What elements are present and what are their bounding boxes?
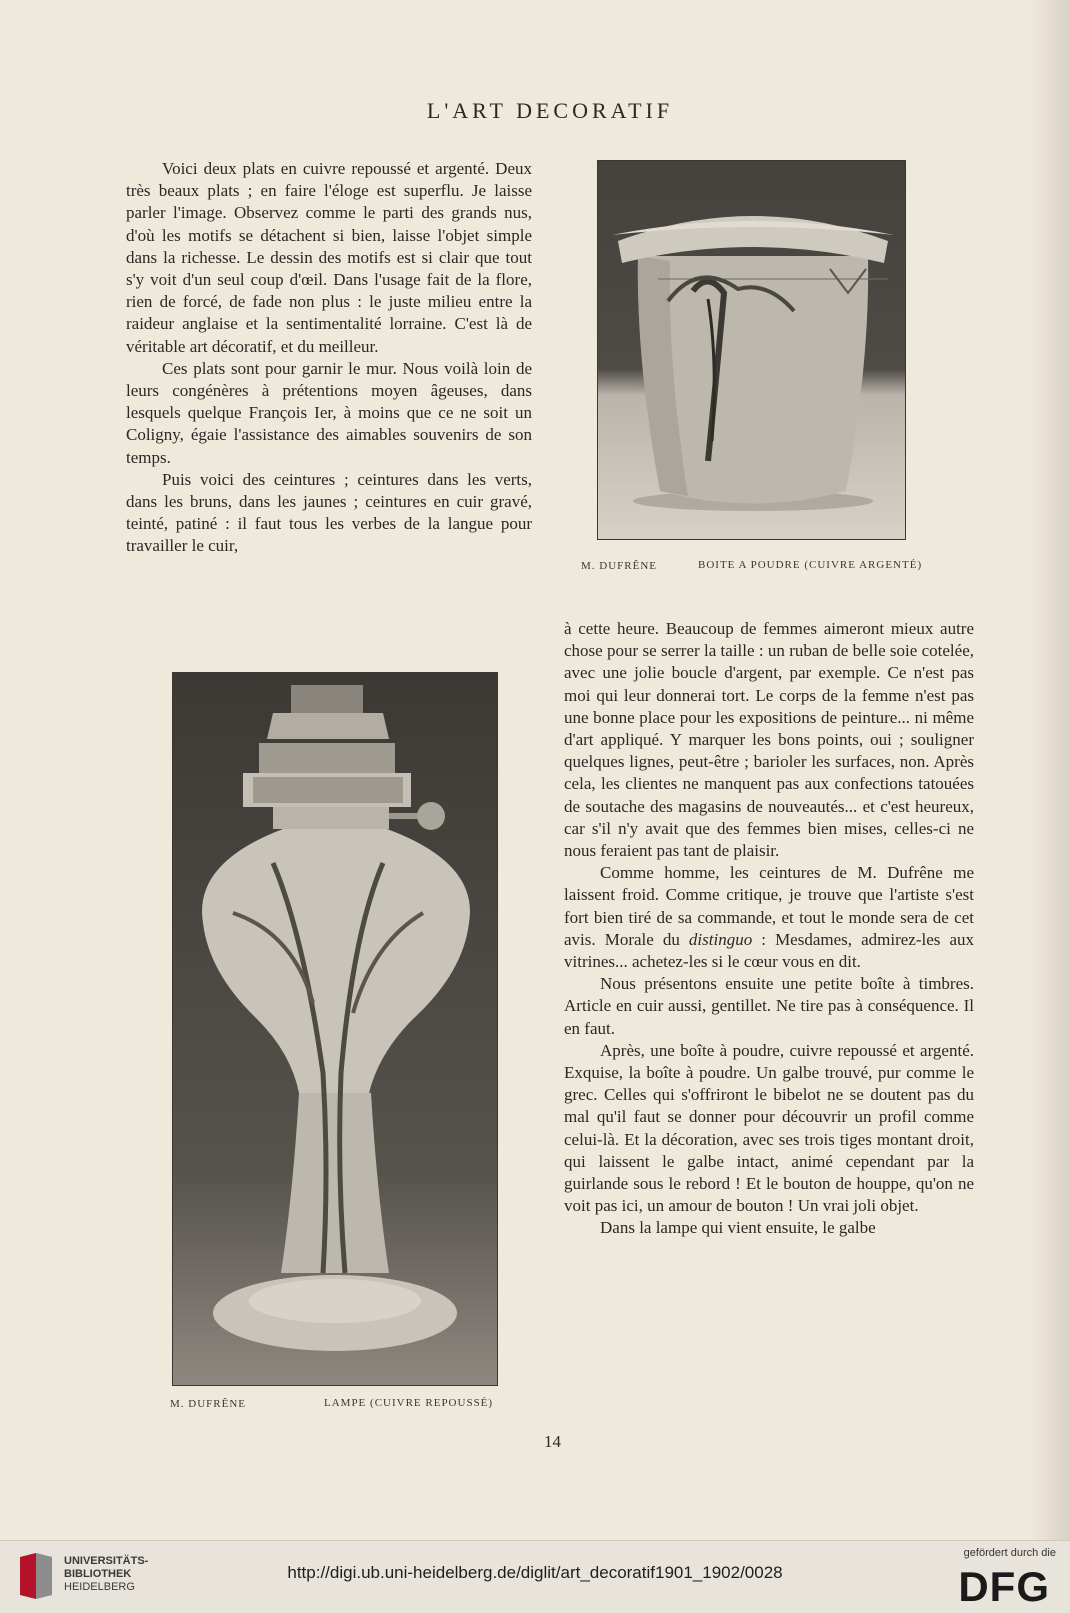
powder-box-illustration [598,161,905,539]
paragraph: Après, une boîte à poudre, cuivre repoussé et argenté. Exquise, la boîte à poudre. Un galbe trouvé, pur comme le grec. Celles qui s'offriront le bibelot ne se doutent pas du mal qu'il faut se donner pour découvrir un profil comme celui-là. Et la décoration, avec ses trois tiges montant droit, qui laissent le galbe intact, animé cependant par la guirlande sous le rebord ! Et le bouton de houppe, qu'on ne voit pas ici, un amour de bouton ! Un vrai joli objet. [564,1040,974,1216]
powder-box-photo [597,160,906,540]
lamp-caption-title: LAMPE (CUIVRE REPOUSSÉ) [324,1397,494,1409]
text-column-right [564,618,974,1240]
lamp-caption-artist: M. DUFRÊNE [170,1398,247,1410]
running-head: L'ART DECORATIF [426,98,674,123]
dfg-logo: DFG [958,1563,1050,1610]
paragraph: Dans la lampe qui vient ensuite, le galbe [600,1218,876,1238]
source-url-link[interactable]: http://digi.ub.uni-heidelberg.de/diglit/art_decoratif1901_1902/0028 [287,1563,783,1582]
library-name-line: HEIDELBERG [64,1581,135,1593]
funded-by-label: gefördert durch die [963,1547,1056,1559]
paragraph: à cette heure. Beaucoup de femmes aimeront mieux autre chose pour se serrer la taille : un ruban de belle soie cotelée, avec une jolie boucle d'argent, par exemple. Ce n'est pas moi qui leur donnerai tort. Le corps de la femme n'est pas une bonne place pour les expositions de peinture... ni même d'art appliqué. Y marquer les bons points, oui ; souligner quelques lignes, peut-être ; barioler les surfaces, non. Après cela, les clientes ne manquent pas aux confections tatouées de soutache des magasins de nouveautés... et c'est heureux, car s'il n'y avait que des femmes bien mises, celles-ci ne nous feraient pas tant de plaisir. [564,619,974,861]
paragraph-text: Comme homme, les ceintures de M. Dufrêne me laissent froid. Comme critique, je trouve que l'artiste s'est fort bien tiré de sa commande, et tout le monde sera de cet avis. Morale du [564,863,974,949]
lamp-photo [172,672,498,1386]
powder-box-caption-title: BOITE A POUDRE (CUIVRE ARGENTÉ) [698,559,923,571]
paragraph: Puis voici des ceintures ; ceintures dans les verts, dans les bruns, dans les jaunes ; ceintures en cuir gravé, teinté, patiné : il faut tous les verbes de la langue pour travailler le cuir, [126,469,532,556]
library-name-line: BIBLIOTHEK [64,1568,132,1580]
library-name-line: UNIVERSITÄTS- [64,1555,149,1567]
italic-word: distinguo [688,929,753,949]
page-edge-shadow [1030,0,1070,1540]
paragraph [564,862,974,973]
page-number: 14 [544,1432,561,1451]
text-column-left [126,158,532,558]
paragraph: Nous présentons ensuite une petite boîte à timbres. Article en cuir aussi, gentillet. Ne tire pas à conséquence. Il en faut. [564,974,974,1038]
digitization-footer [0,1540,1070,1613]
lamp-illustration [173,673,497,1385]
paragraph: Ces plats sont pour garnir le mur. Nous voilà loin de leurs congénères à prétentions moyen âgeuses, dans lesquels quelque François Ier, à moins que ce ne soit un Coligny, égaie l'assistance des aimables souvenirs de son temps. [126,358,532,467]
paragraph: Voici deux plats en cuivre repoussé et argenté. Deux très beaux plats ; en faire l'éloge est superflu. Je laisse parler l'image. Observez comme le parti des grands nus, d'où les motifs se détachent si bien, laisse l'objet simple dans la richesse. Le dessin des motifs est si clair que tout s'y voit d'un seul coup d'œil. Dans l'usage fait de la flore, rien de forcé, de fade non plus : le juste milieu entre la raideur anglaise et la sentimentalité lorraine. C'est là de véritable art décoratif, et du meilleur. [126,159,532,356]
powder-box-caption-artist: M. DUFRÊNE [581,560,658,572]
paragraph-text: : Mesdames, admirez-les aux vitrines... achetez-les si le cœur vous en dit. [564,929,974,972]
